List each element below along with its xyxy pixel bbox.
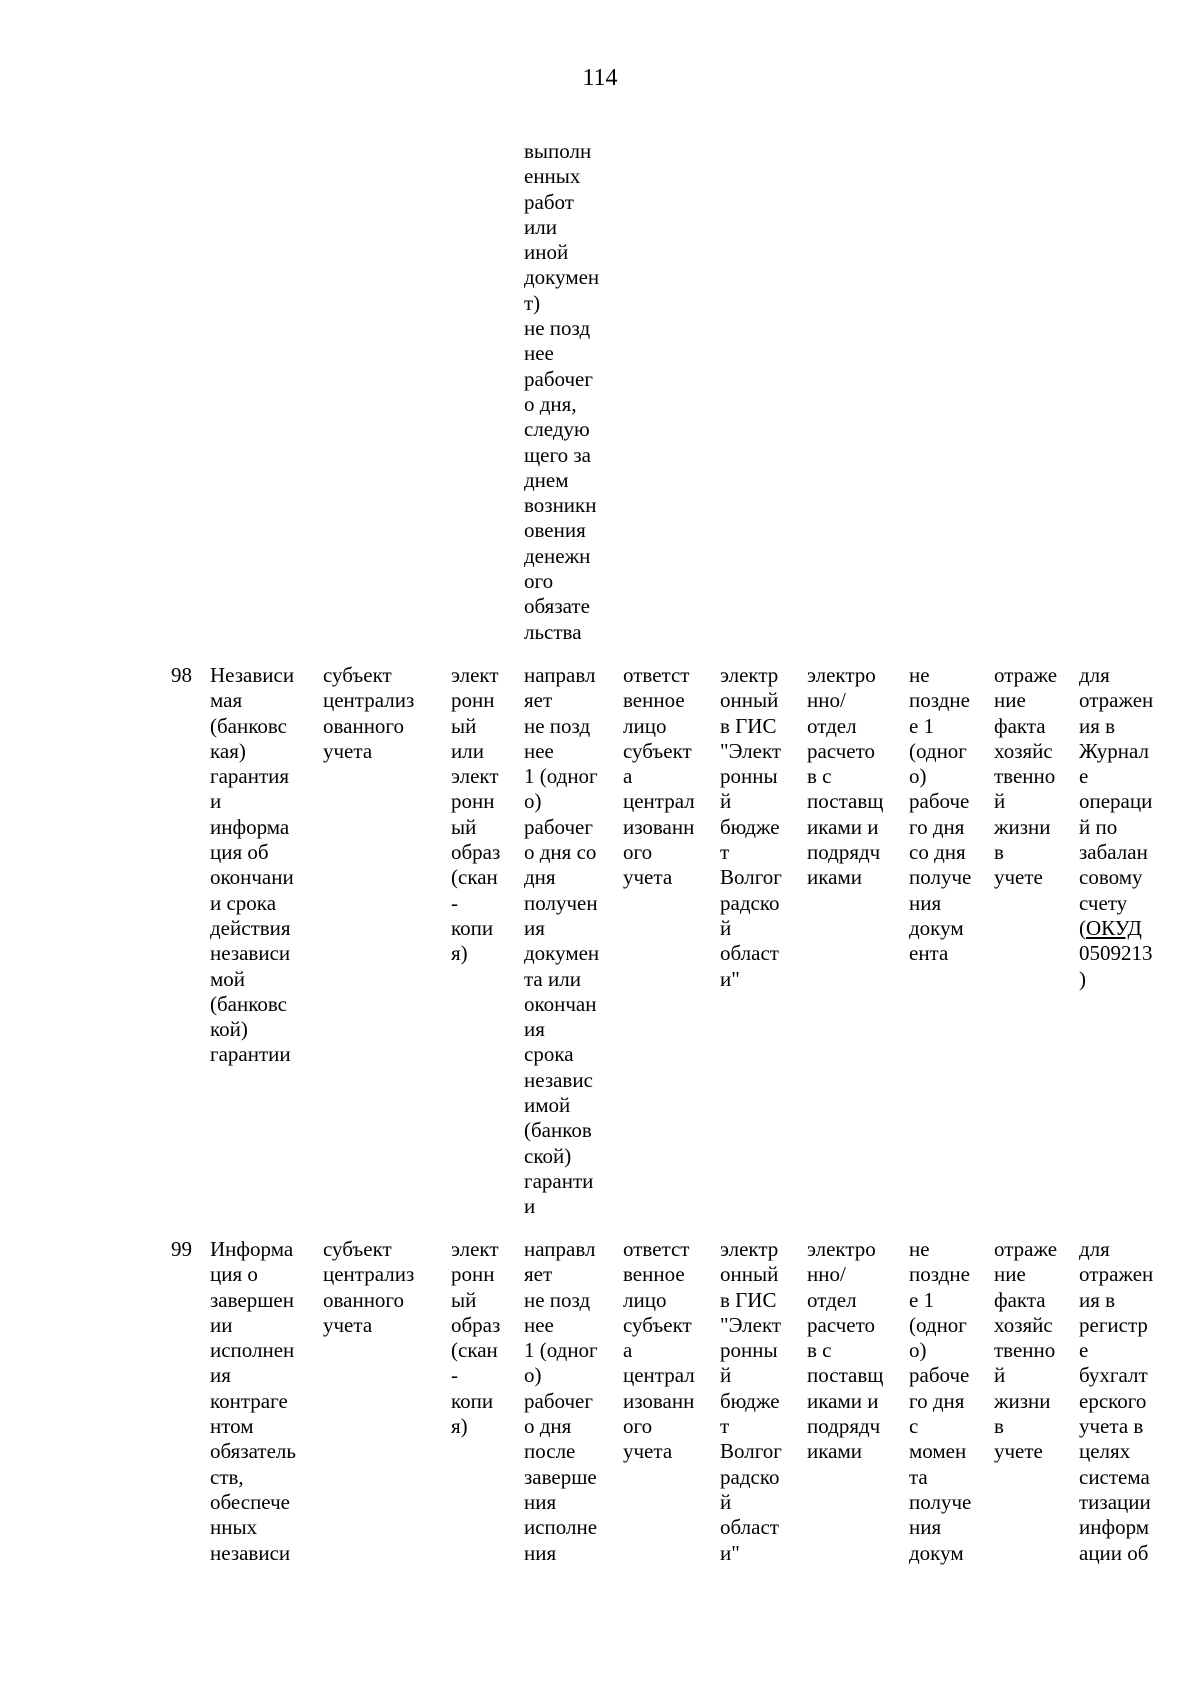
processing-deadline-cell: не поздне е 1 (одног о) рабоче го дня со дня получе ния докум ента	[909, 663, 972, 966]
receiving-format-cell: электр онный в ГИС "Элект ронны й бюдже т Волгог радско й област и"	[720, 663, 782, 991]
purpose-cell: отраже ние факта хозяйс твенно й жизни в учете	[994, 663, 1058, 890]
document-format-cell: элект ронн ый или элект ронн ый образ (скан - копи я)	[451, 663, 501, 966]
processing-deadline-cell: не поздне е 1 (одног о) рабоче го дня с момен та получе ния докум	[909, 1237, 972, 1565]
result-text: для отражен ия в регистр е бухгалт ерского учета в целях система тизации информ ации об	[1079, 1237, 1154, 1565]
transfer-deadline-cell: направл яет не позд нее 1 (одног о) рабочег о дня со дня получен ия докумен та или окончан ия срока независ имой (банков ской) гаранти и	[524, 663, 600, 1219]
result-text-tail: 0509213 )	[1079, 941, 1153, 991]
page-number: 114	[582, 65, 618, 91]
responsible-subject-cell: субъект централиз ованного учета	[323, 663, 415, 763]
recipient-cell: электро нно/ отдел расчето в с поставщ иками и подрядч иками	[807, 663, 884, 890]
row-number: 98	[171, 663, 192, 687]
okud-link[interactable]: ОКУД	[1086, 915, 1142, 940]
document-name-cell: Информа ция о завершен ии исполнен ия контраге нтом обязатель ств, обеспече нных независи	[210, 1237, 296, 1565]
transfer-deadline-cell: направл яет не позд нее 1 (одног о) рабочег о дня после заверше ния исполне ния	[524, 1237, 598, 1565]
purpose-cell: отраже ние факта хозяйс твенно й жизни в учете	[994, 1237, 1058, 1464]
row-number: 99	[171, 1237, 192, 1261]
document-format-cell: элект ронн ый образ (скан - копи я)	[451, 1237, 501, 1439]
recipient-cell: электро нно/ отдел расчето в с поставщ иками и подрядч иками	[807, 1237, 884, 1464]
responsible-person-cell: ответст венное лицо субъект а централ изованн ого учета	[623, 663, 695, 890]
result-cell	[1079, 663, 1153, 992]
responsible-person-cell: ответст венное лицо субъект а централ изованн ого учета	[623, 1237, 695, 1464]
receiving-format-cell: электр онный в ГИС "Элект ронны й бюдже т Волгог радско й област и"	[720, 1237, 782, 1565]
continuation-cell-col4: выполн енных работ или иной докумен т) не позд нее рабочег о дня, следую щего за днем возникн овения денежн ого обязате льства	[524, 139, 600, 644]
result-text: для отражен ия в Журнал е операци й по забалан совому счету (	[1079, 663, 1154, 940]
responsible-subject-cell: субъект централиз ованного учета	[323, 1237, 415, 1337]
document-name-cell: Независи мая (банковс кая) гарантия и информа ция об окончани и срока действия независи мой (банковс кой) гарантии	[210, 663, 295, 1067]
result-cell	[1079, 1237, 1153, 1566]
